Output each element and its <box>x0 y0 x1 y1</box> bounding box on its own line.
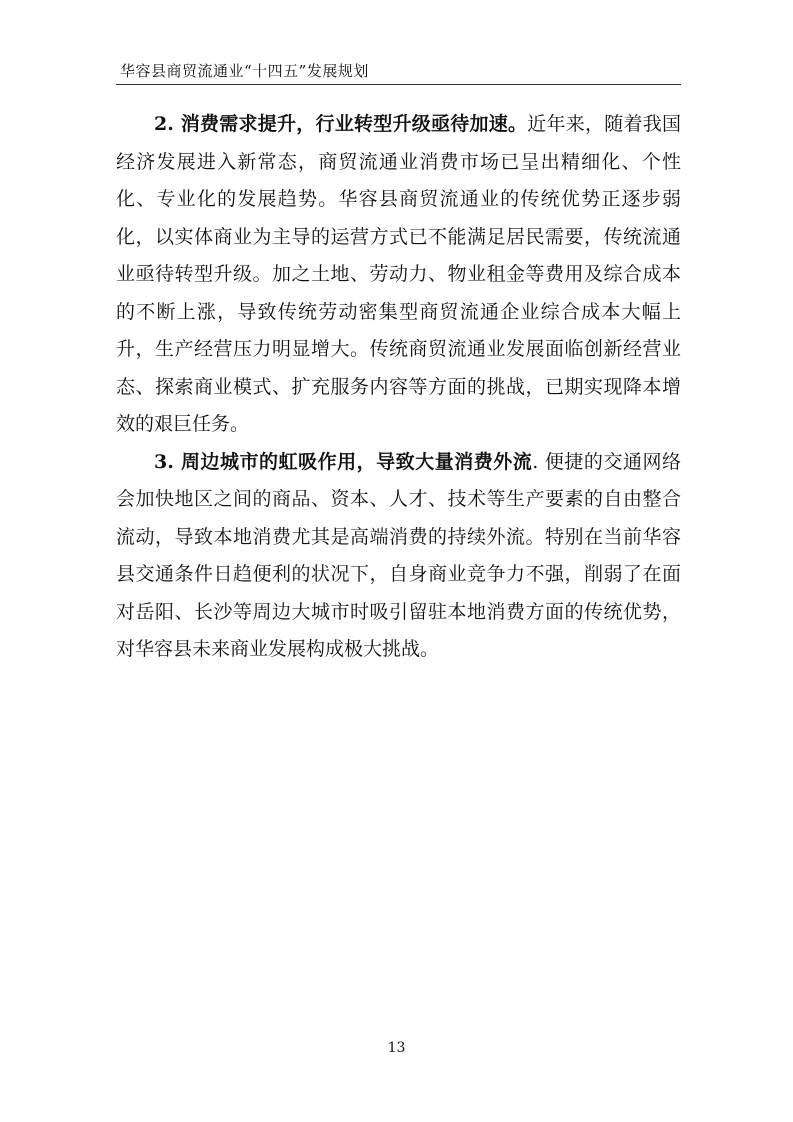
paragraph-consumer-demand <box>116 106 681 444</box>
paragraph-siphon-effect <box>116 444 681 669</box>
paragraph-heading: 3. 周边城市的虹吸作用，导致大量消费外流 <box>154 450 533 473</box>
document-body <box>116 106 681 669</box>
paragraph-text: . 便捷的交通网络会加快地区之间的商品、资本、人才、技术等生产要素的自由整合流动，导致本地消费尤其是高端消费的持续外流。特别在当前华容县交通条件日趋便利的状况下，自身商业竞争力不强，削弱了在面对岳阳、长沙等周边大城市时吸引留驻本地消费方面的传统优势，对华容县未来商业发展构成极大挑战。 <box>116 450 681 660</box>
page-number: 13 <box>387 1040 406 1056</box>
paragraph-heading: 2. 消费需求提升，行业转型升级亟待加速。 <box>154 113 528 135</box>
running-header: 华容县商贸流通业“十四五”发展规划 <box>120 62 369 80</box>
paragraph-text: 近年来，随着我国经济发展进入新常态，商贸流通业消费市场已呈出精细化、个性化、专业化的发展趋势。华容县商贸流通业的传统优势正逐步弱化，以实体商业为主导的运营方式已不能满足居民需要，传统流通业亟待转型升级。加之土地、劳动力、物业租金等费用及综合成本的不断上涨，导致传统劳动密集型商贸流通企业综合成本大幅上升，生产经营压力明显增大。传统商贸流通业发展面临创新经营业态、探索商业模式、扩充服务内容等方面的挑战，已期实现降本增效的艰巨任务。 <box>116 113 681 435</box>
header-divider <box>116 84 681 85</box>
